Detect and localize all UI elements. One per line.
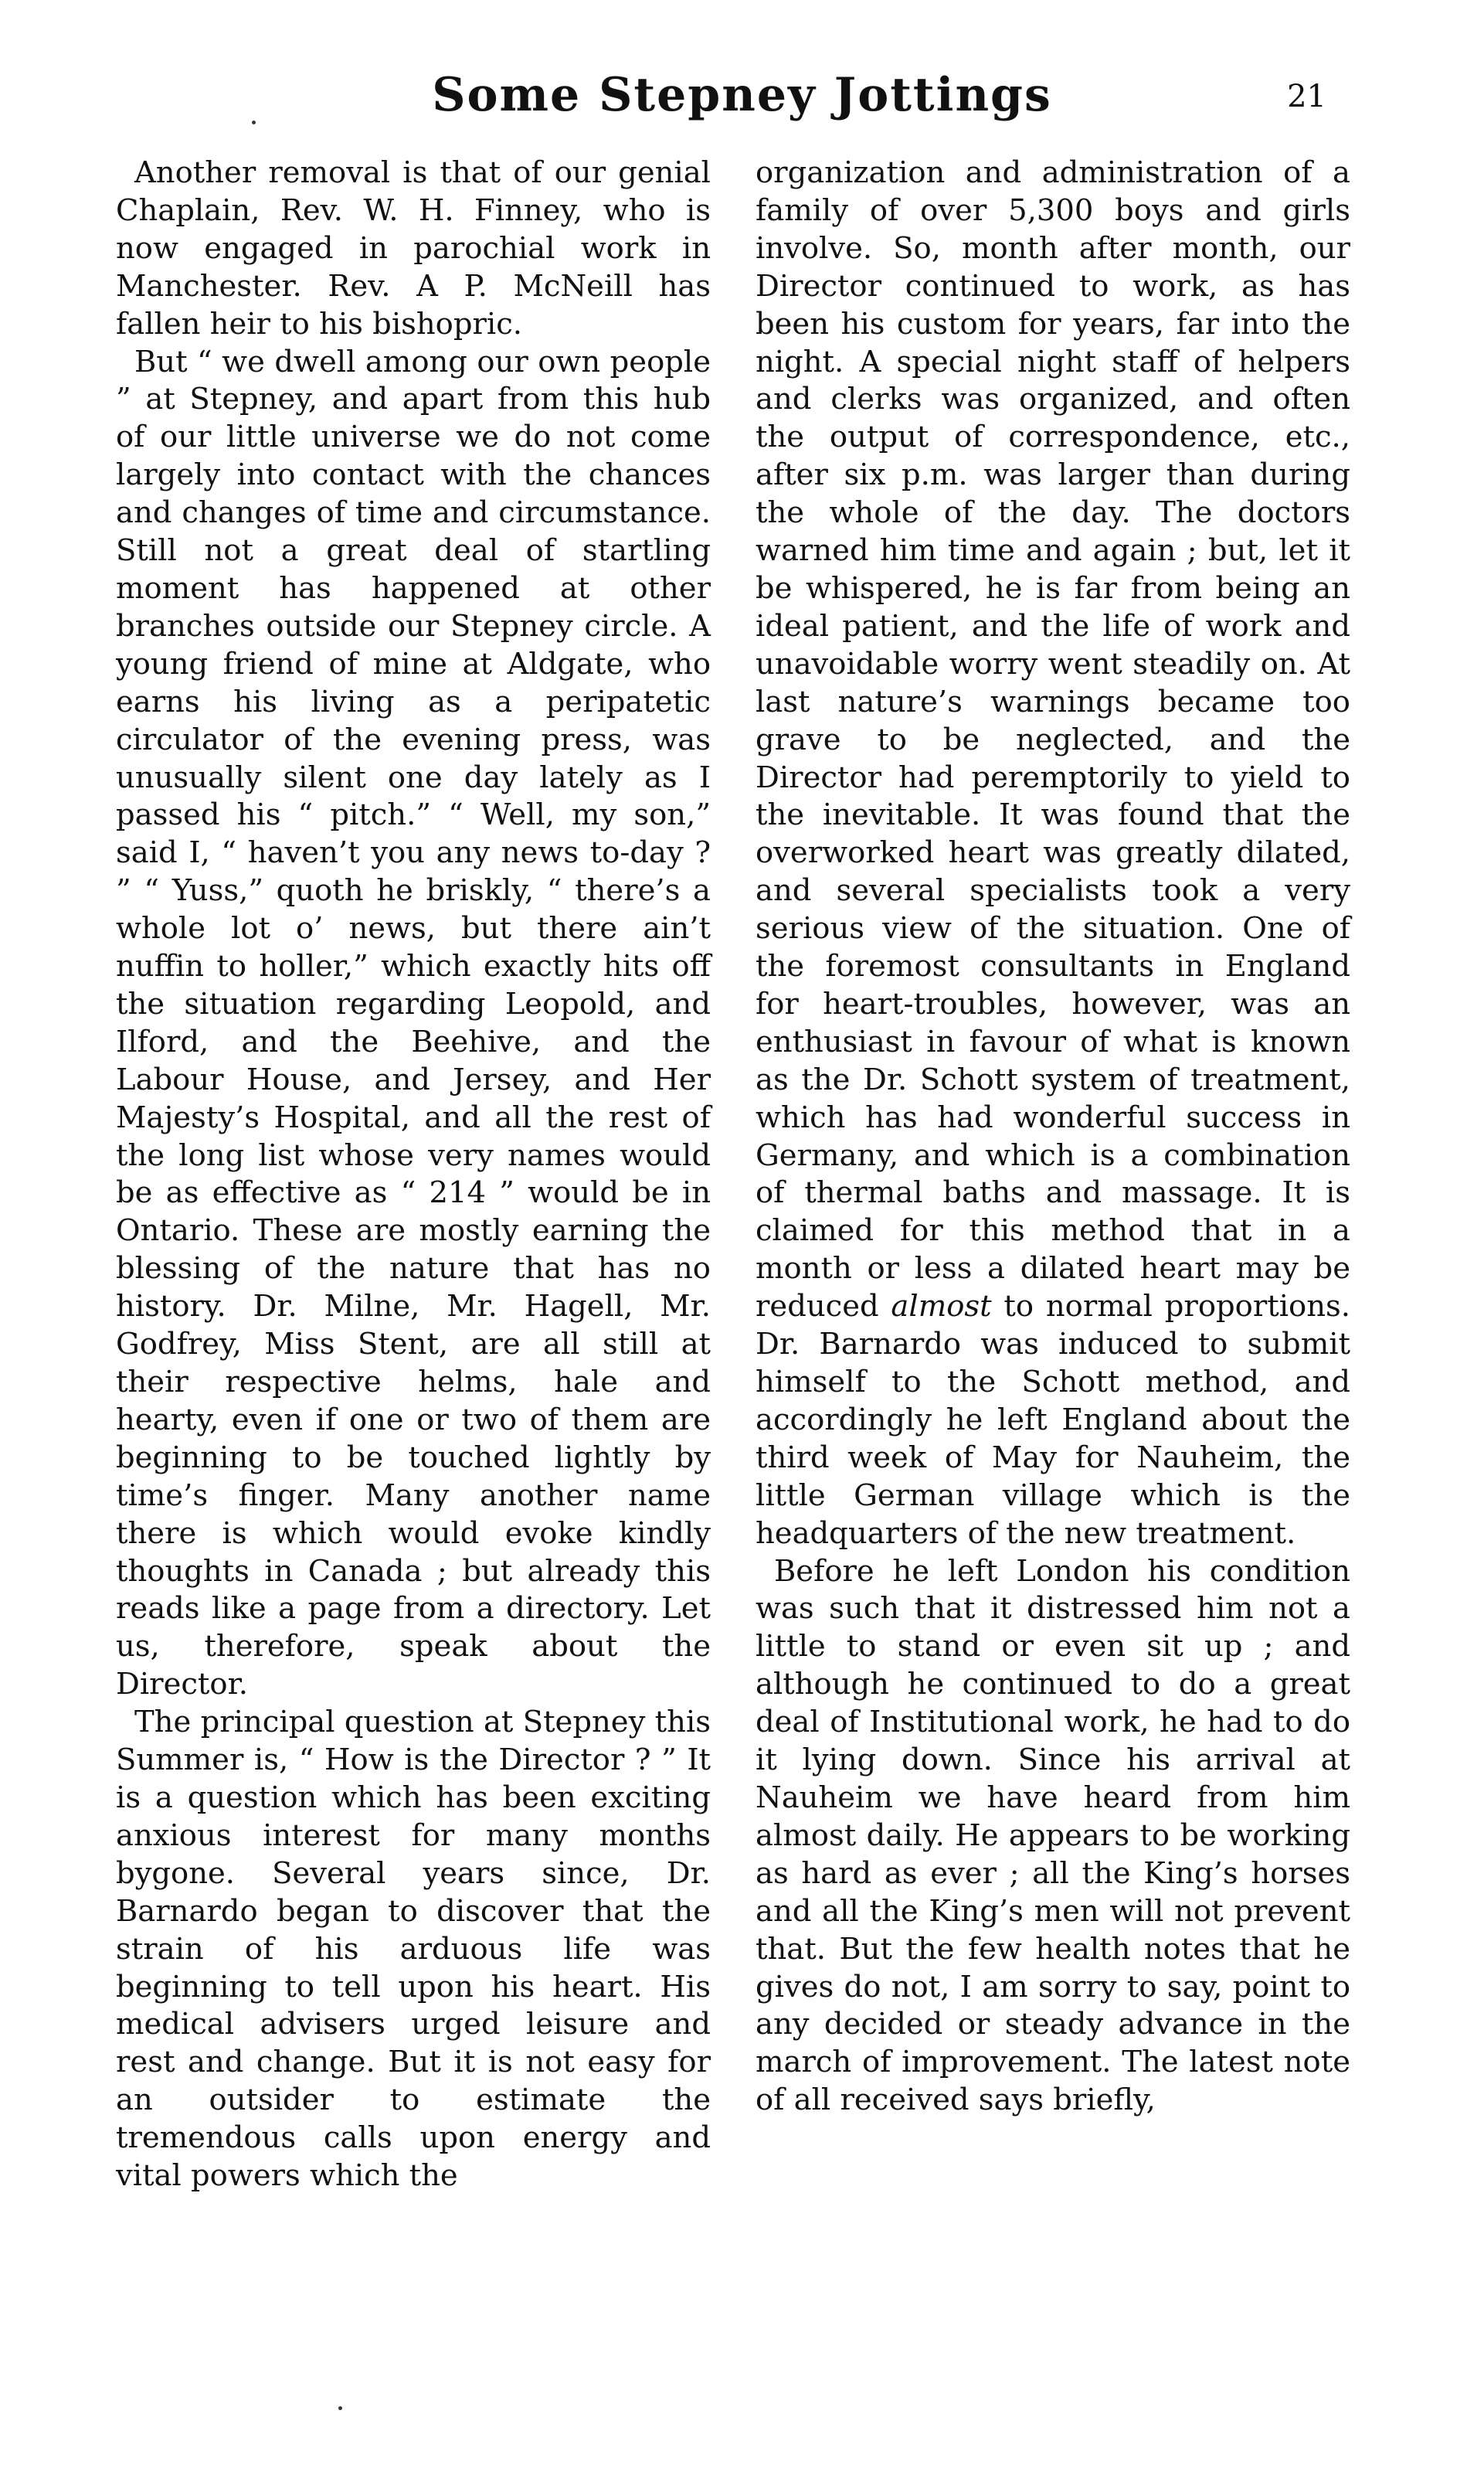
print-speck	[338, 2406, 342, 2410]
left-paragraph-1: Another removal is that of our genial Chaplain, Rev. W. H. Finney, who is now engaged in parochial work in Manchester. Rev. A P. McNeill has fallen heir to his bishopric.	[116, 155, 711, 342]
right-paragraph-1-part-a: organization and administration of a family of over 5,300 boys and girls involve. So, month after month, our Director continued to work, as has been his custom for years, far into the night. A special night staff of helpers and clerks was organized, and often the output of correspondence, etc., after six p.m. was larger than during the whole of the day. The doctors warned him time and again ; but, let it be whispered, he is far from being an ideal patient, and the life of work and unavoidable worry went steadily on. At last nature’s warnings became too grave to be neglected, and the Director had peremptorily to yield to the inevitable. It was found that the overworked heart was greatly dilated, and several specialists took a very serious view of the situation. One of the foremost consultants in England for heart-troubles, however, was an enthusiast in favour of what is known as the Dr. Schott system of treatment, which has had wonderful success in Germany, and which is a combination of thermal baths and massage. It is claimed for this method that in a month or less a dilated heart may be reduced	[756, 155, 1350, 1324]
left-paragraph-2: But “ we dwell among our own people ” at Stepney, and apart from this hub of our little universe we do not come largely into contact with the chances and changes of time and circumstance. Still not a great deal of startling moment has happened at other branches outside our Stepney circle. A young friend of mine at Aldgate, who earns his living as a peripatetic circulator of the evening press, was unusually silent one day lately as I passed his “ pitch.” “ Well, my son,” said I, “ haven’t you any news to-day ? ” “ Yuss,” quoth he briskly, “ there’s a whole lot o’ news, but there ain’t nuffin to holler,” which exactly hits off the situation regarding Leopold, and Ilford, and the Beehive, and the Labour House, and Jersey, and Her Majesty’s Hospital, and all the rest of the long list whose very names would be as effective as “ 214 ” would be in Ontario. These are mostly earning the blessing of the nature that has no history. Dr. Milne, Mr. Hagell, Mr. Godfrey, Miss Stent, are all still at their respective helms, hale and hearty, even if one or two of them are beginning to be touched lightly by time’s finger. Many another name there is which would evoke kindly thoughts in Canada ; but already this reads like a page from a directory. Let us, therefore, speak about the Director.	[116, 344, 711, 1702]
page-header	[0, 68, 1484, 138]
right-paragraph-2: Before he left London his condition was such that it distressed him not a little to stand or even sit up ; and although he continued to do a great deal of Institutional work, he had to do it lying down. Since his arrival at Nauheim we have heard from him almost daily. He appears to be working as hard as ever ; all the King’s horses and all the King’s men will not prevent that. But the few health notes that he gives do not, I am sorry to say, point to any decided or steady advance in the march of improvement. The latest note of all received says briefly,	[756, 1553, 1350, 2118]
emphasis-almost: almost	[891, 1289, 992, 1324]
right-paragraph-1-part-b: to normal proportions. Dr. Barnardo was induced to submit himself to the Schott method, and accordingly he left England about the third week of May for Nauheim, the little German village which is the headquarters of the new treatment.	[756, 1289, 1350, 1551]
print-speck	[252, 121, 256, 124]
page-number: 21	[1287, 79, 1326, 114]
running-title: Some Stepney Jottings	[432, 68, 1052, 122]
left-paragraph-3: The principal question at Stepney this Summer is, “ How is the Director ? ” It is a question which has been exciting anxious interest for many months bygone. Several years since, Dr. Barnardo began to discover that the strain of his arduous life was beginning to tell upon his heart. His medical advisers urged leisure and rest and change. But it is not easy for an outsider to estimate the tremendous calls upon energy and vital powers which the	[116, 1705, 711, 2194]
right-paragraph-1	[756, 155, 1350, 1553]
right-column	[756, 155, 1350, 2120]
left-column	[116, 155, 711, 2195]
